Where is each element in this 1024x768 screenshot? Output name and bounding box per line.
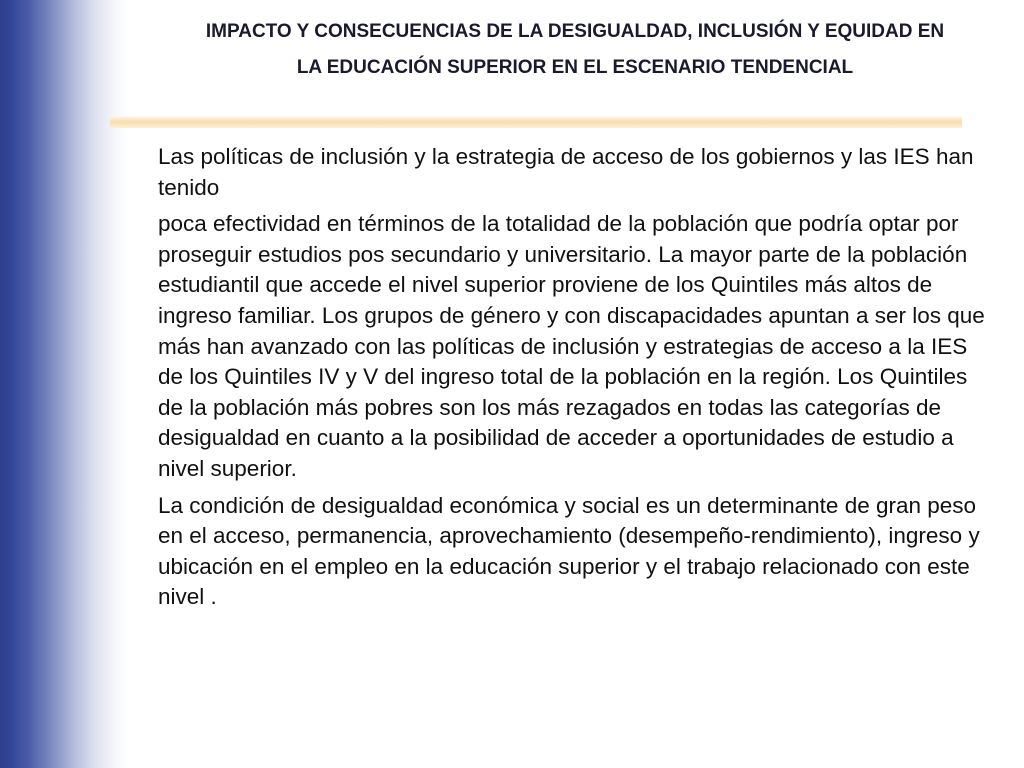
slide-title-line-1: IMPACTO Y CONSECUENCIAS DE LA DESIGUALDAD, INCLUSIÓN Y EQUIDAD EN: [205, 21, 945, 42]
side-gradient-band: [0, 0, 130, 768]
slide-body: [158, 142, 998, 619]
body-paragraph-2: poca efectividad en términos de la totalidad de la población que podría optar por proseguir estudios pos secundario y universitario. La mayor parte de la población estudiantil que accede el nivel superior proviene de los Quintiles más altos de ingreso familiar. Los grupos de género y con discapacidades apuntan a ser los que más han avanzado con las políticas de inclusión y estrategias de acceso a la IES de los Quintiles IV y V del ingreso total de la población en la región. Los Quintiles de la población más pobres son los más rezagados en todas las categorías de desigualdad en cuanto a la posibilidad de acceder a oportunidades de estudio a nivel superior.: [158, 211, 985, 481]
slide-title: [110, 14, 1024, 86]
body-paragraph-1: Las políticas de inclusión y la estrategia de acceso de los gobiernos y las IES han tenido: [158, 144, 974, 200]
body-paragraph-3: La condición de desigualdad económica y social es un determinante de gran peso en el acceso, permanencia, aprovechamiento (desempeño-rendimiento), ingreso y ubicación en el empleo en la educación superior y el trabajo relacionado con este nivel .: [158, 492, 980, 610]
slide-title-line-2: LA EDUCACIÓN SUPERIOR EN EL ESCENARIO TENDENCIAL: [296, 57, 854, 78]
title-divider: [110, 117, 962, 128]
